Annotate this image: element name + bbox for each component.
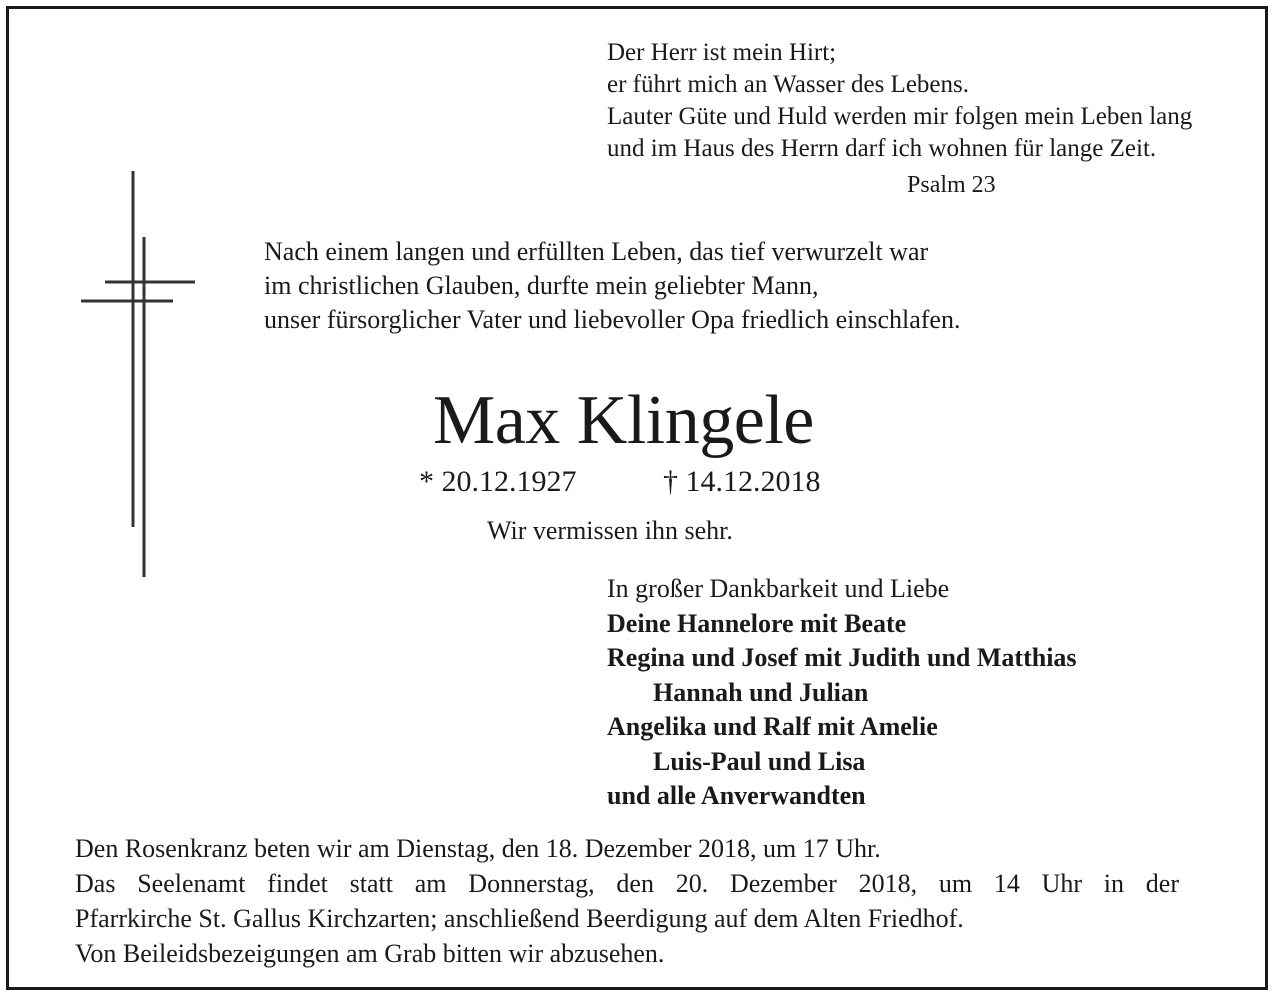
notice-line: Pfarrkirche St. Gallus Kirchzarten; anschließend Beerdigung auf dem Alten Friedhof.: [75, 904, 964, 933]
birth-date: * 20.12.1927: [419, 465, 577, 498]
family-signature: [607, 572, 1077, 814]
notice-line: Das Seelenamt findet statt am Donnerstag, den 20. Dezember 2018, um 14 Uhr in der: [75, 869, 1179, 898]
intro-line: Nach einem langen und erfüllten Leben, das tief verwurzelt war: [264, 237, 929, 266]
family-line: Regina und Josef mit Judith und Matthias: [607, 643, 1077, 672]
intro-text: [264, 235, 960, 337]
intro-line: unser fürsorglicher Vater und liebevoller Opa friedlich einschlafen.: [264, 305, 961, 334]
psalm-line: Lauter Güte und Huld werden mir folgen mein Leben lang: [607, 103, 1193, 130]
psalm-reference: Psalm 23: [907, 172, 996, 198]
psalm-line: Der Herr ist mein Hirt;: [607, 39, 837, 66]
family-line: Angelika und Ralf mit Amelie: [607, 712, 938, 741]
family-opening: In großer Dankbarkeit und Liebe: [607, 574, 950, 603]
notice-line: Von Beileidsbezeigungen am Grab bitten wir abzusehen.: [75, 939, 665, 968]
intro-line: im christlichen Glauben, durfte mein geliebter Mann,: [264, 271, 819, 300]
psalm-quote: [607, 37, 1193, 198]
notice-line: Den Rosenkranz beten wir am Dienstag, den 18. Dezember 2018, um 17 Uhr.: [75, 834, 881, 863]
death-date: † 14.12.2018: [663, 465, 821, 498]
obituary-frame: [6, 6, 1268, 990]
family-line: Hannah und Julian: [653, 677, 869, 707]
cross-icon: [69, 167, 209, 582]
family-line: und alle Anverwandten: [607, 781, 866, 810]
family-line: Deine Hannelore mit Beate: [607, 608, 907, 638]
miss-line: Wir vermissen ihn sehr.: [487, 516, 733, 545]
psalm-line: und im Haus des Herrn darf ich wohnen für lange Zeit.: [607, 135, 1157, 162]
family-line: Luis-Paul und Lisa: [653, 746, 866, 776]
psalm-line: er führt mich an Wasser des Lebens.: [607, 71, 969, 98]
service-notice: [75, 831, 1179, 971]
deceased-name: Max Klingele: [433, 382, 814, 459]
